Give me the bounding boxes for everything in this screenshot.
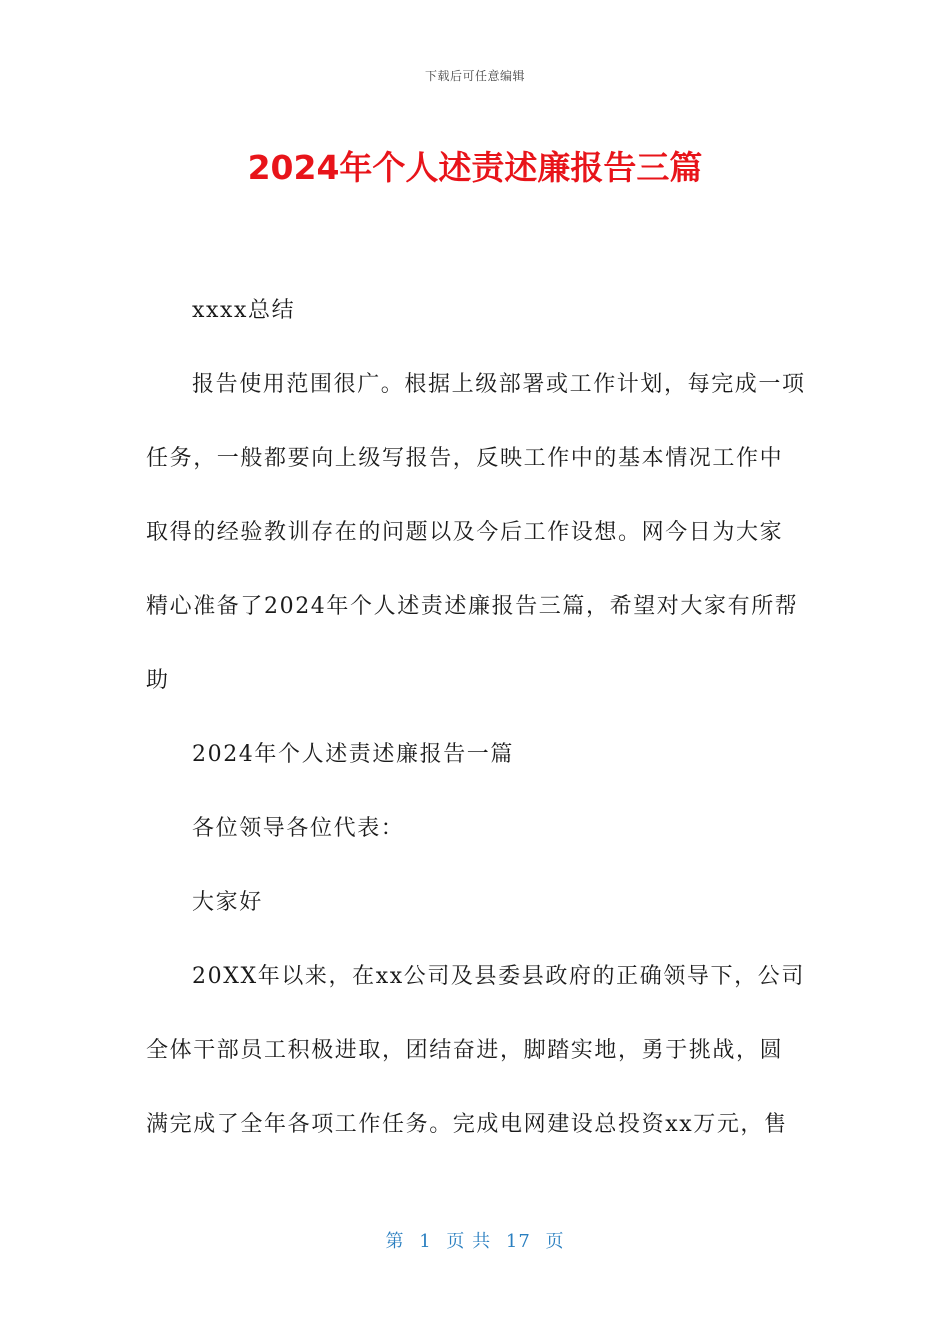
document-title: 2024年个人述责述廉报告三篇 (247, 148, 703, 187)
total-pages-number: 17 (505, 1231, 531, 1252)
page-label-prefix: 第 (385, 1231, 405, 1252)
document-body (146, 274, 806, 1162)
paragraph-intro: 报告使用范围很广。根据上级部署或工作计划，每完成一项任务，一般都要向上级写报告，反映工作中的基本情况工作中取得的经验教训存在的问题以及今后工作设想。网今日为大家精心准备了2024年个人述责述廉报告三篇，希望对大家有所帮助 (146, 372, 806, 693)
header-note: 下载后可任意编辑 (424, 69, 525, 83)
paragraph-greeting: 大家好 (192, 890, 263, 915)
paragraph-body: 20XX年以来，在xx公司及县委县政府的正确领导下，公司全体干部员工积极进取，团结奋进，脚踏实地，勇于挑战，圆满完成了全年各项工作任务。完成电网建设总投资xx万元，售 (146, 964, 805, 1137)
paragraph-summary-label: xxxx总结 (192, 298, 296, 323)
paragraph-salutation: 各位领导各位代表： (192, 816, 405, 841)
paragraph-section-heading: 2024年个人述责述廉报告一篇 (192, 742, 514, 767)
current-page-number: 1 (419, 1231, 432, 1252)
page-footer (0, 1227, 950, 1253)
page-label-mid: 页 共 (446, 1231, 492, 1252)
page-label-suffix: 页 (545, 1231, 565, 1252)
